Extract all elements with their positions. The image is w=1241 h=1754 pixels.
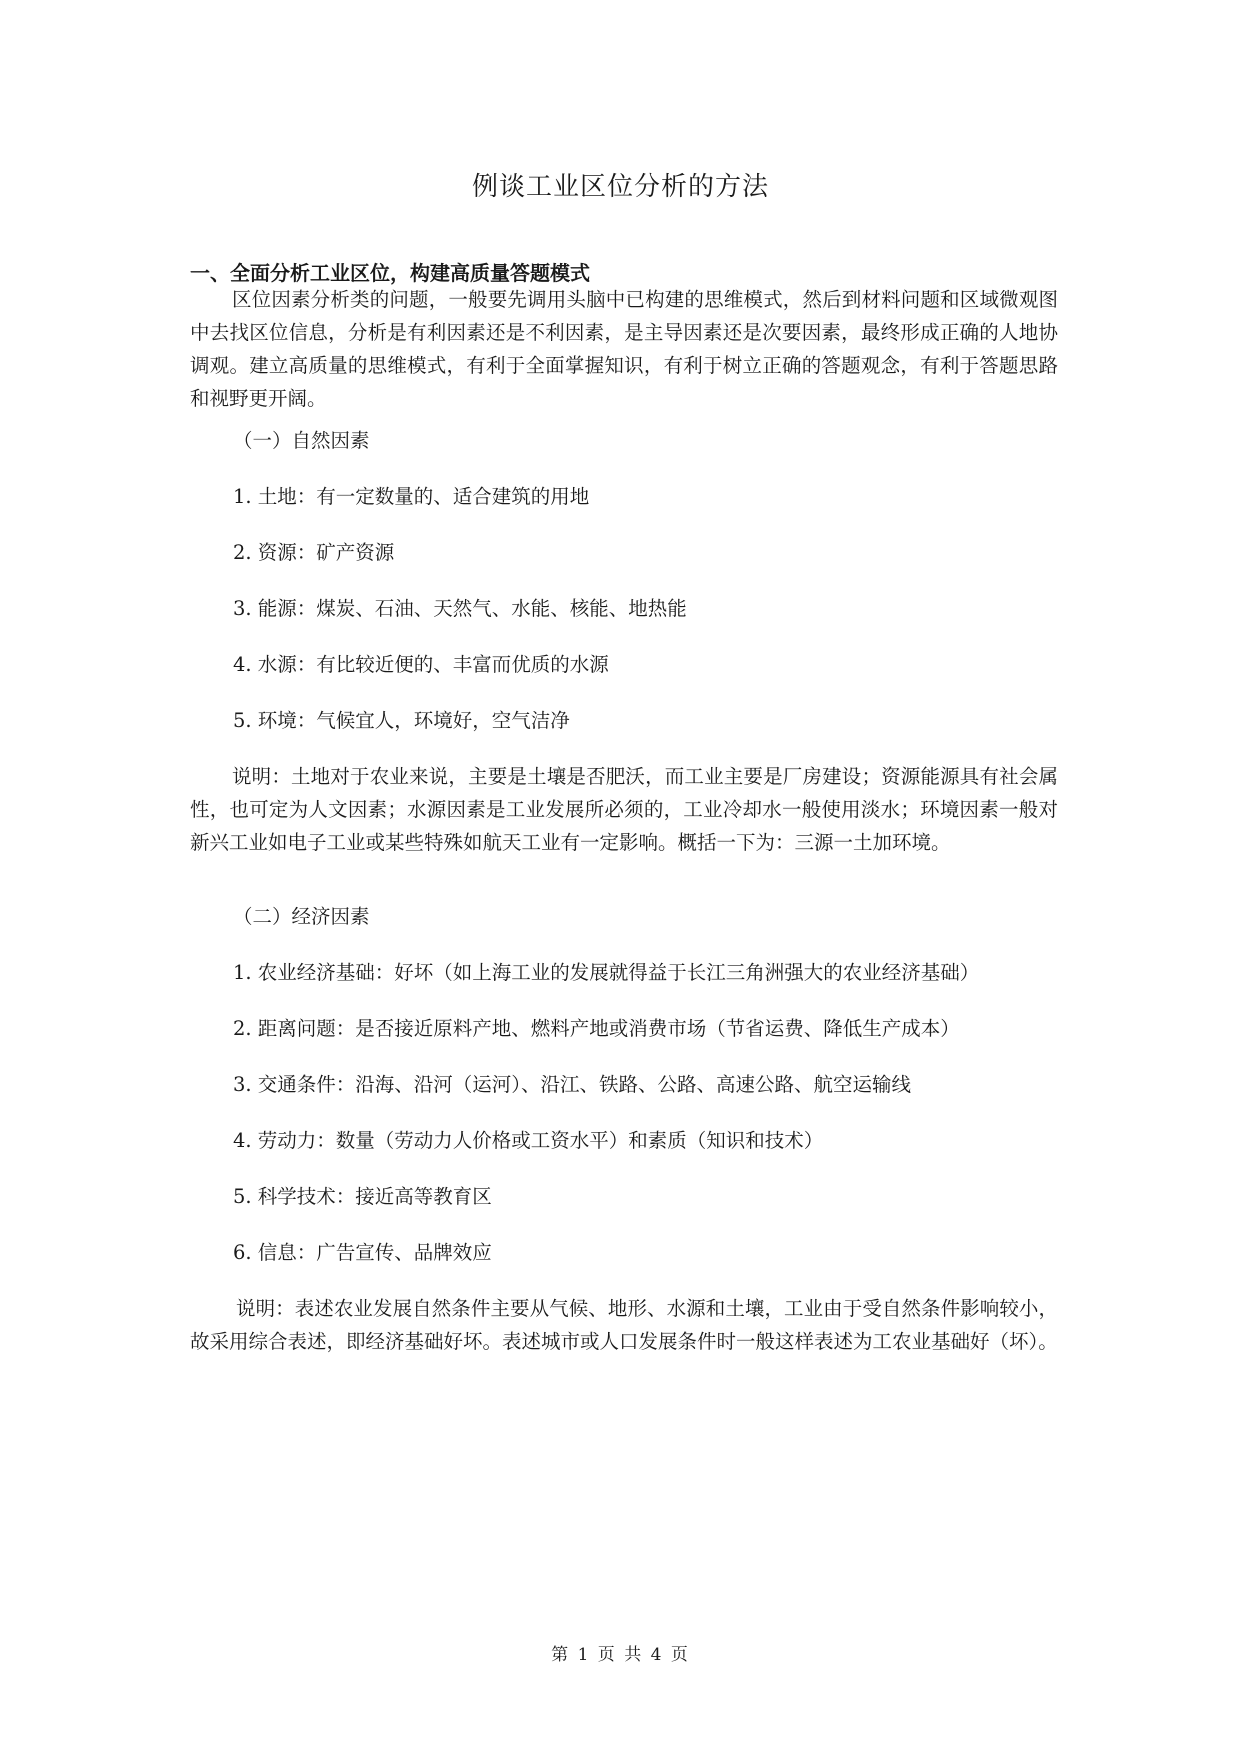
economic-note-paragraph: 说明：表述农业发展自然条件主要从气候、地形、水源和土壤，工业由于受自然条件影响较小，故采用综合表述，即经济基础好坏。表述城市或人口发展条件时一般这样表述为工农业基础好（坏）。 [190,1297,1058,1353]
natural-note-paragraph: 说明：土地对于农业来说，主要是土壤是否肥沃，而工业主要是厂房建设；资源能源具有社会属性，也可定为人文因素；水源因素是工业发展所必须的，工业冷却水一般使用淡水；环境因素一般对新兴工业如电子工业或某些特殊如航天工业有一定影响。概括一下为：三源一土加环境。 [190,765,1058,854]
economic-item-labor: 4. 劳动力：数量（劳动力人价格或工资水平）和素质（知识和技术） [233,1129,824,1152]
intro-paragraph: 区位因素分析类的问题，一般要先调用头脑中已构建的思维模式，然后到材料问题和区域微观图中去找区位信息，分析是有利因素还是不利因素，是主导因素还是次要因素，最终形成正确的人地协调观。建立高质量的思维模式，有利于全面掌握知识，有利于树立正确的答题观念，有利于答题思路和视野更开阔。 [190,288,1058,410]
natural-item-resources: 2. 资源：矿产资源 [233,541,395,564]
natural-item-environment: 5. 环境：气候宜人，环境好，空气洁净 [233,709,570,732]
economic-item-agriculture: 1. 农业经济基础：好坏（如上海工业的发展就得益于长江三角洲强大的农业经济基础） [233,961,980,984]
economic-item-information: 6. 信息：广告宣传、品牌效应 [233,1241,492,1264]
section-heading: 一、全面分析工业区位，构建高质量答题模式 [190,261,590,285]
natural-item-land: 1. 土地：有一定数量的、适合建筑的用地 [233,485,590,508]
economic-item-transport: 3. 交通条件：沿海、沿河（运河）、沿江、铁路、公路、高速公路、航空运输线 [233,1073,912,1096]
natural-factors-heading: （一）自然因素 [233,429,370,452]
natural-item-energy: 3. 能源：煤炭、石油、天然气、水能、核能、地热能 [233,597,687,620]
economic-item-technology: 5. 科学技术：接近高等教育区 [233,1185,492,1208]
economic-item-distance: 2. 距离问题：是否接近原料产地、燃料产地或消费市场（节省运费、降低生产成本） [233,1017,960,1040]
natural-item-water: 4. 水源：有比较近便的、丰富而优质的水源 [233,653,609,676]
economic-factors-heading: （二）经济因素 [233,905,370,928]
document-title: 例谈工业区位分析的方法 [471,172,769,202]
page-footer: 第 1 页 共 4 页 [551,1645,690,1665]
